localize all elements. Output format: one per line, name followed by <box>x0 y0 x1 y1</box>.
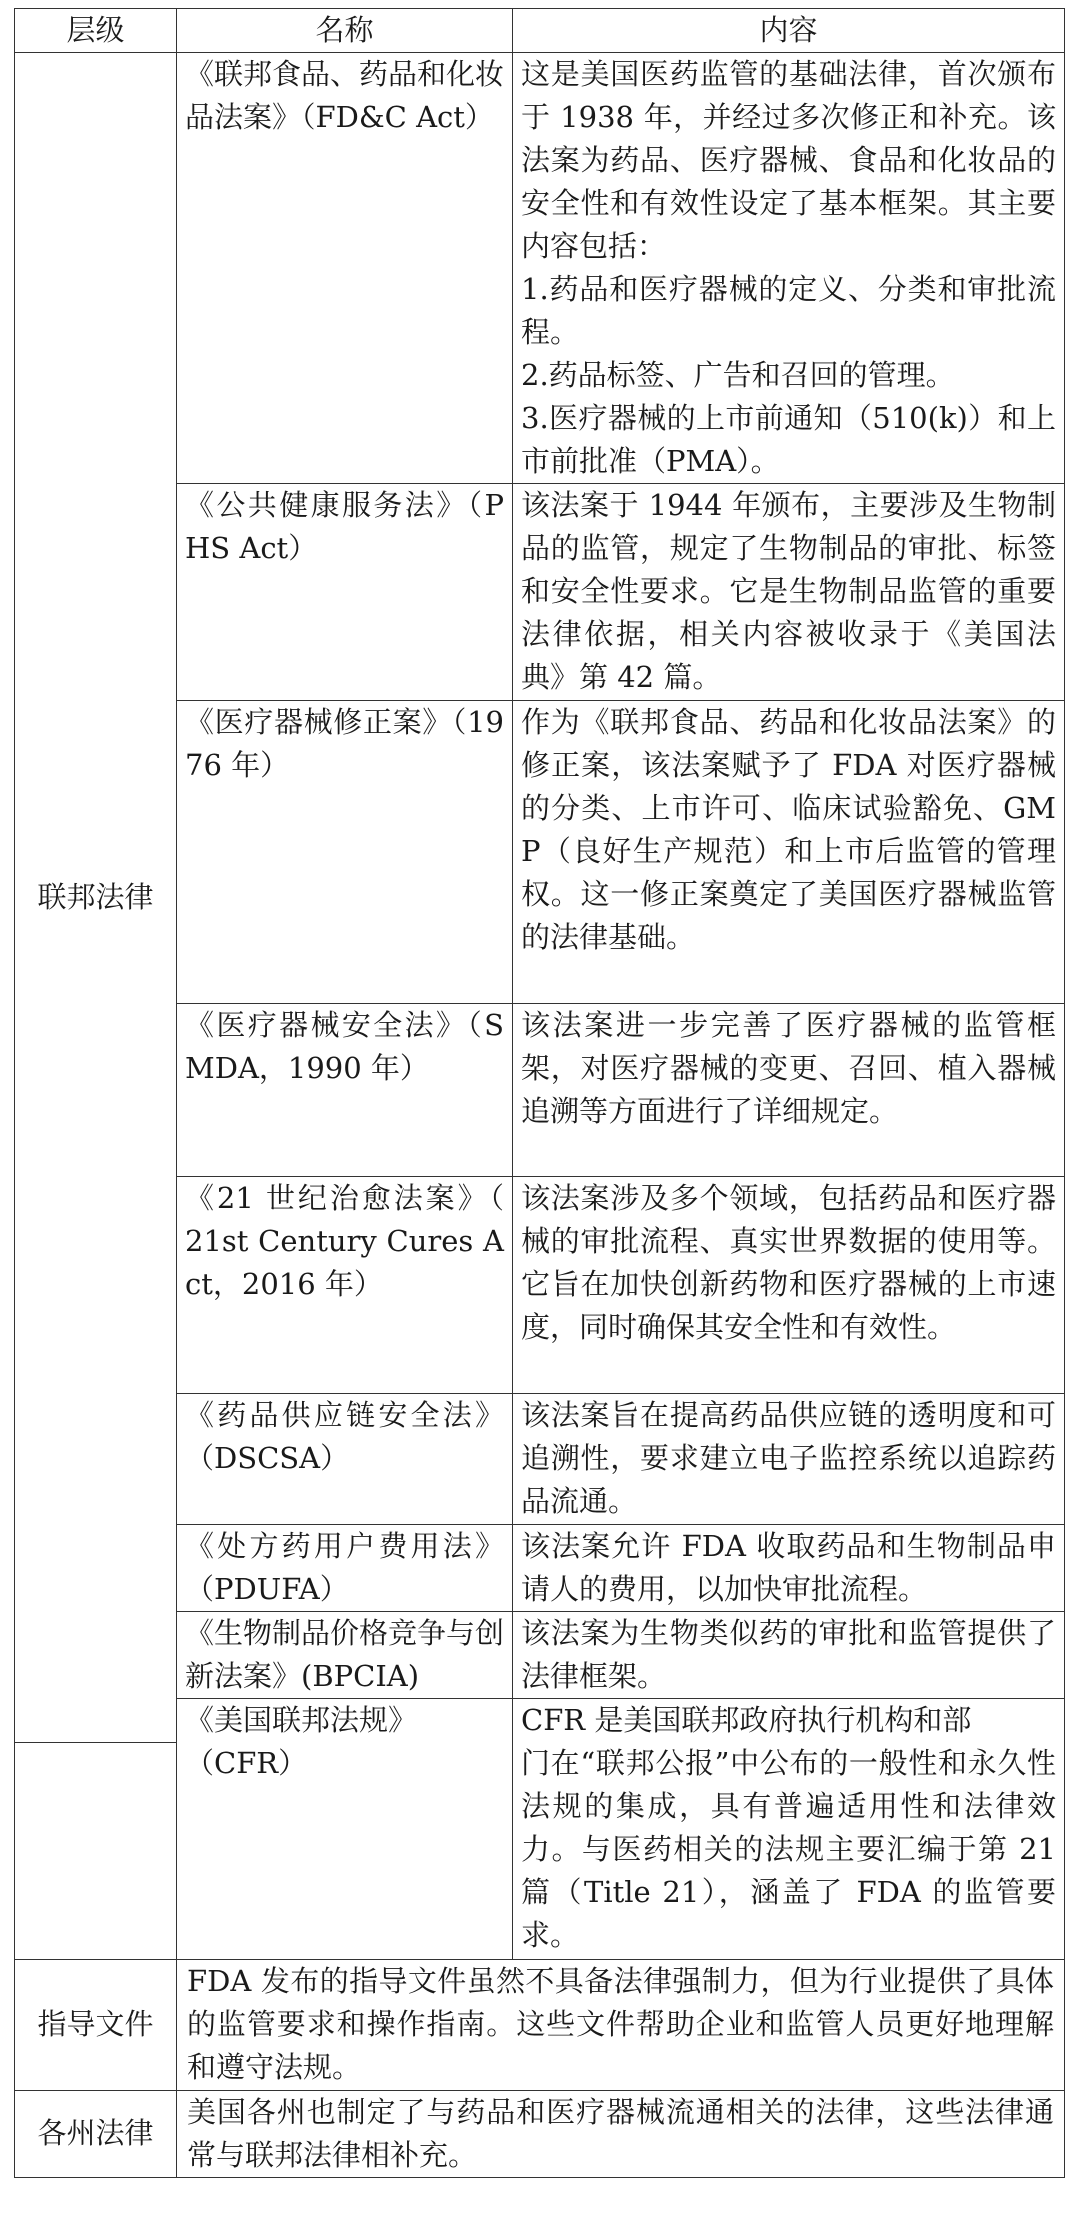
name-cell-fdc-act: 《联邦食品、药品和化妆品法案》（FD&C Act） <box>177 53 513 484</box>
name-cell-cfr-continued: （CFR） <box>177 1742 513 1959</box>
content-cell-guidance: FDA 发布的指导文件虽然不具备法律强制力，但为行业提供了具体的监管要求和操作指南。这些文件帮助企业和监管人员更好地理解和遵守法规。 <box>177 1959 1065 2090</box>
header-content: 内容 <box>513 9 1065 53</box>
level-cell-federal-law: 联邦法律 <box>15 53 177 1743</box>
name-cell-bpcia: 《生物制品价格竞争与创新法案》(BPCIA) <box>177 1612 513 1699</box>
content-cell-cfr-continued: 门在“联邦公报”中公布的一般性和永久性法规的集成，具有普遍适用性和法律效力。与医药相关的法规主要汇编于第 21 篇（Title 21），涵盖了 FDA 的监管要求。 <box>513 1742 1065 1959</box>
header-name: 名称 <box>177 9 513 53</box>
content-cell-state-law: 美国各州也制定了与药品和医疗器械流通相关的法律，这些法律通常与联邦法律相补充。 <box>177 2090 1065 2177</box>
name-cell-smda: 《医疗器械安全法》（SMDA，1990 年） <box>177 1004 513 1177</box>
name-cell-cures-act: 《21 世纪治愈法案》（ 21st Century Cures Act，2016 年） <box>177 1177 513 1394</box>
table-row <box>15 2090 1065 2177</box>
name-cell-phs-act: 《公共健康服务法》（PHS Act） <box>177 484 513 701</box>
regulation-table <box>14 8 1065 2178</box>
level-cell-guidance: 指导文件 <box>15 1959 177 2090</box>
name-cell-cfr: 《美国联邦法规》 <box>177 1699 513 1743</box>
name-cell-pdufa: 《处方药用户费用法》（PDUFA） <box>177 1525 513 1612</box>
content-cell-pdufa: 该法案允许 FDA 收取药品和生物制品申请人的费用，以加快审批流程。 <box>513 1525 1065 1612</box>
level-cell-state-law: 各州法律 <box>15 2090 177 2177</box>
content-list-item: 1.药品和医疗器械的定义、分类和审批流程。 <box>521 272 1056 349</box>
document-page <box>14 8 1064 2178</box>
content-cell-dscsa: 该法案旨在提高药品供应链的透明度和可追溯性，要求建立电子监控系统以追踪药品流通。 <box>513 1394 1065 1525</box>
name-cell-mda-1976: 《医疗器械修正案》（1976 年） <box>177 701 513 1004</box>
content-cell-cfr: CFR 是美国联邦政府执行机构和部 <box>513 1699 1065 1743</box>
table-row <box>15 1742 1065 1959</box>
content-cell-mda-1976: 作为《联邦食品、药品和化妆品法案》的修正案，该法案赋予了 FDA 对医疗器械的分类、上市许可、临床试验豁免、GMP（良好生产规范）和上市后监管的管理权。这一修正案奠定了美国医疗器械监管的法律基础。 <box>513 701 1065 1004</box>
header-level: 层级 <box>15 9 177 53</box>
content-cell-cures-act: 该法案涉及多个领域，包括药品和医疗器械的审批流程、真实世界数据的使用等。它旨在加快创新药物和医疗器械的上市速度，同时确保其安全性和有效性。 <box>513 1177 1065 1394</box>
content-paragraph: 这是美国医药监管的基础法律，首次颁布于 1938 年，并经过多次修正和补充。该法案为药品、医疗器械、食品和化妆品的安全性和有效性设定了基本框架。其主要内容包括： <box>521 57 1056 263</box>
content-cell-smda: 该法案进一步完善了医疗器械的监管框架，对医疗器械的变更、召回、植入器械追溯等方面进行了详细规定。 <box>513 1004 1065 1177</box>
content-list-item: 3.医疗器械的上市前通知（510(k)）和上市前批准（PMA）。 <box>521 401 1056 478</box>
table-row <box>15 53 1065 484</box>
content-list-item: 2.药品标签、广告和召回的管理。 <box>521 358 955 392</box>
name-cell-dscsa: 《药品供应链安全法》（DSCSA） <box>177 1394 513 1525</box>
level-cell-empty <box>15 1742 177 1959</box>
content-cell-bpcia: 该法案为生物类似药的审批和监管提供了法律框架。 <box>513 1612 1065 1699</box>
table-header-row <box>15 9 1065 53</box>
table-row <box>15 1959 1065 2090</box>
content-cell-fdc-act <box>513 53 1065 484</box>
content-cell-phs-act: 该法案于 1944 年颁布，主要涉及生物制品的监管，规定了生物制品的审批、标签和安全性要求。它是生物制品监管的重要法律依据，相关内容被收录于《美国法典》第 42 篇。 <box>513 484 1065 701</box>
